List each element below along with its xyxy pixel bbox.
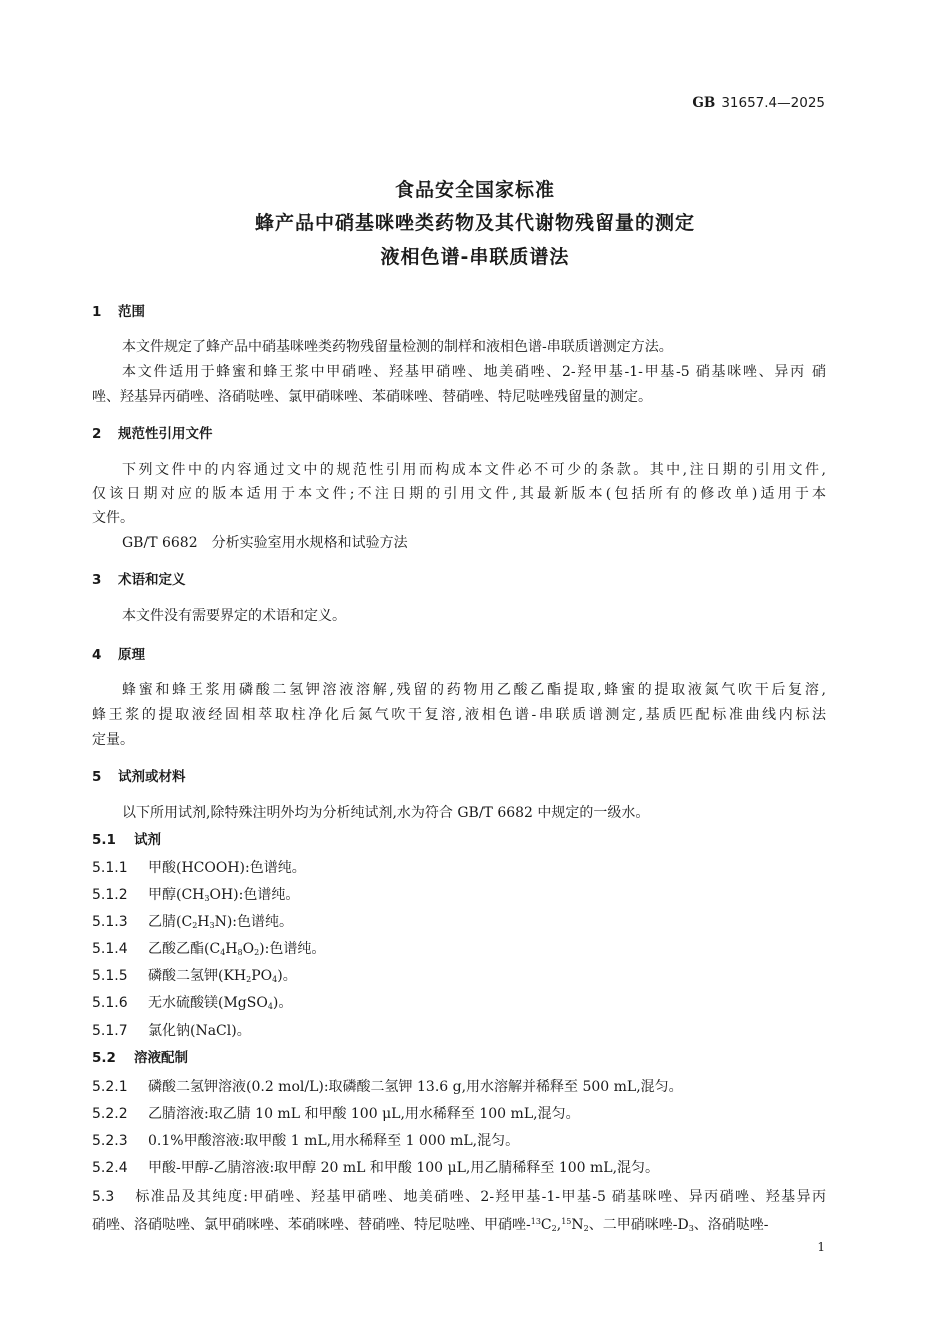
clause-number: 5.1.5: [92, 968, 128, 984]
text-segment: H: [197, 914, 210, 930]
paragraph-line: 以下所用试剂,除特殊注明外均为分析纯试剂,水为符合 GB/T 6682 中规定的一级水。: [122, 805, 650, 821]
reagent-item: [92, 885, 826, 905]
subscript: 4: [267, 1002, 273, 1011]
subscript: 3: [204, 894, 210, 903]
text-segment: C: [540, 1217, 552, 1233]
clause-number: 5.2.4: [92, 1160, 128, 1176]
subscript: 2: [551, 1224, 557, 1233]
paragraph-line: 本文件规定了蜂产品中硝基咪唑类药物残留量检测的制样和液相色谱-串联质谱测定方法。: [122, 339, 673, 355]
text-segment: 磷酸二氢钾溶液(0.2 mol/L):取磷酸二氢钾 13.6 g,用水溶解并稀释至 500 mL,混匀。: [148, 1079, 683, 1095]
text-segment: 0.1%甲酸溶液:取甲酸 1 mL,用水稀释至 1 000 mL,混匀。: [148, 1133, 520, 1149]
text-segment: 氯化钠(NaCl)。: [148, 1023, 251, 1039]
text-segment: )。: [277, 968, 297, 984]
reagent-item: [92, 966, 826, 986]
solution-item: [92, 1104, 826, 1124]
clause-number: 5.1.3: [92, 914, 128, 930]
subscript: 4: [272, 975, 278, 984]
section-5-2-heading: 5.2 溶液配制: [92, 1050, 188, 1066]
text-segment: 乙腈(C: [148, 914, 193, 930]
clause-number: 5.2.1: [92, 1079, 128, 1095]
supscript: 15: [561, 1217, 572, 1226]
subscript: 2: [583, 1224, 589, 1233]
section-5-heading: 5 试剂或材料: [92, 769, 186, 785]
text-segment: OH):色谱纯。: [209, 887, 300, 903]
standard-code: GB 31657.4—2025: [692, 95, 825, 111]
subscript: 2: [192, 921, 198, 930]
paragraph-line: 文件。: [92, 510, 134, 526]
clause-number: 5.1.7: [92, 1023, 128, 1039]
paragraph-line: 唑、羟基异丙硝唑、洛硝哒唑、氯甲硝咪唑、苯硝咪唑、替硝唑、特尼哒唑残留量的测定。: [92, 389, 652, 405]
text-segment: 无水硫酸镁(MgSO: [148, 995, 268, 1011]
paragraph-line: 仅该日期对应的版本适用于本文件;不注日期的引用文件,其最新版本(包括所有的修改单)适用于本: [92, 486, 826, 502]
text-segment: ,: [556, 1217, 562, 1233]
clause-number: 5.1.2: [92, 887, 128, 903]
reagent-item: [92, 858, 826, 878]
solution-item: [92, 1077, 826, 1097]
doc-title-line-1: 食品安全国家标准: [394, 179, 555, 201]
text-segment: )。: [272, 995, 293, 1011]
subscript: 3: [688, 1224, 694, 1233]
paragraph-line: 蜂蜜和蜂王浆用磷酸二氢钾溶液溶解,残留的药物用乙酸乙酯提取,蜂蜜的提取液氮气吹干后复溶,: [122, 682, 826, 698]
reagent-item: [92, 993, 826, 1013]
text-segment: H: [225, 941, 238, 957]
subscript: 8: [237, 948, 243, 957]
section-4-heading: 4 原理: [92, 647, 145, 663]
reagent-item: [92, 939, 826, 959]
text-segment: ):色谱纯。: [259, 941, 326, 957]
paragraph-line: 本文件没有需要界定的术语和定义。: [122, 608, 346, 624]
clause-number: 5.2.3: [92, 1133, 128, 1149]
subscript: 2: [246, 975, 252, 984]
text-segment: 磷酸二氢钾(KH: [148, 968, 247, 984]
clause-number: 5.1.4: [92, 941, 128, 957]
text-segment: 甲醇(CH: [148, 887, 205, 903]
text-segment: 、洛硝哒唑-: [693, 1217, 769, 1233]
text-segment: N):色谱纯。: [214, 914, 294, 930]
paragraph-line: 定量。: [92, 732, 134, 748]
text-segment: PO: [251, 968, 273, 984]
solution-item: [92, 1131, 826, 1151]
reagent-item: [92, 912, 826, 932]
supscript: 13: [530, 1217, 541, 1226]
doc-title-line-3: 液相色谱-串联质谱法: [380, 246, 570, 268]
text-segment: 、二甲硝咪唑-D: [588, 1217, 689, 1233]
subscript: 4: [220, 948, 226, 957]
clause-number: 5.1.1: [92, 860, 128, 876]
text-segment: 甲酸(HCOOH):色谱纯。: [148, 860, 306, 876]
text-segment: 乙酸乙酯(C: [148, 941, 221, 957]
solution-item: [92, 1158, 826, 1178]
clause-number: 5.2.2: [92, 1106, 128, 1122]
paragraph-line: 下列文件中的内容通过文中的规范性引用而构成本文件必不可少的条款。其中,注日期的引用文件,: [122, 462, 826, 478]
doc-title-line-2: 蜂产品中硝基咪唑类药物及其代谢物残留量的测定: [254, 212, 695, 234]
section-1-heading: 1 范围: [92, 304, 145, 320]
paragraph-line: 本文件适用于蜂蜜和蜂王浆中甲硝唑、羟基甲硝唑、地美硝唑、2-羟甲基-1-甲基-5 硝基咪唑、异丙 硝: [122, 364, 826, 380]
section-5-1-heading: 5.1 试剂: [92, 832, 161, 848]
clause-number: 5.1.6: [92, 995, 128, 1011]
page-number: 1: [817, 1240, 825, 1254]
section-3-heading: 3 术语和定义: [92, 572, 186, 588]
section-5-3-line-1: 5.3 标准品及其纯度:甲硝唑、羟基甲硝唑、地美硝唑、2-羟甲基-1-甲基-5 硝基咪唑、异丙硝唑、羟基异丙: [92, 1189, 826, 1205]
text-segment: O: [242, 941, 255, 957]
text-segment: 乙腈溶液:取乙腈 10 mL 和甲酸 100 μL,用水稀释至 100 mL,混匀。: [148, 1106, 580, 1122]
text-segment: 硝唑、洛硝哒唑、氯甲硝咪唑、苯硝咪唑、替硝唑、特尼哒唑、甲硝唑-: [92, 1217, 531, 1233]
reagent-item: [92, 1021, 826, 1041]
text-segment: N: [571, 1217, 584, 1233]
section-2-heading: 2 规范性引用文件: [92, 426, 213, 442]
subscript: 3: [209, 921, 215, 930]
text-segment: 甲酸-甲醇-乙腈溶液:取甲醇 20 mL 和甲酸 100 μL,用乙腈稀释至 100 mL,混匀。: [148, 1160, 660, 1176]
paragraph-line: 蜂王浆的提取液经固相萃取柱净化后氮气吹干复溶,液相色谱-串联质谱测定,基质匹配标准曲线内标法: [92, 707, 826, 723]
section-5-3-line-2: [92, 1212, 826, 1232]
normative-reference: GB/T 6682 分析实验室用水规格和试验方法: [122, 535, 408, 551]
subscript: 2: [254, 948, 260, 957]
